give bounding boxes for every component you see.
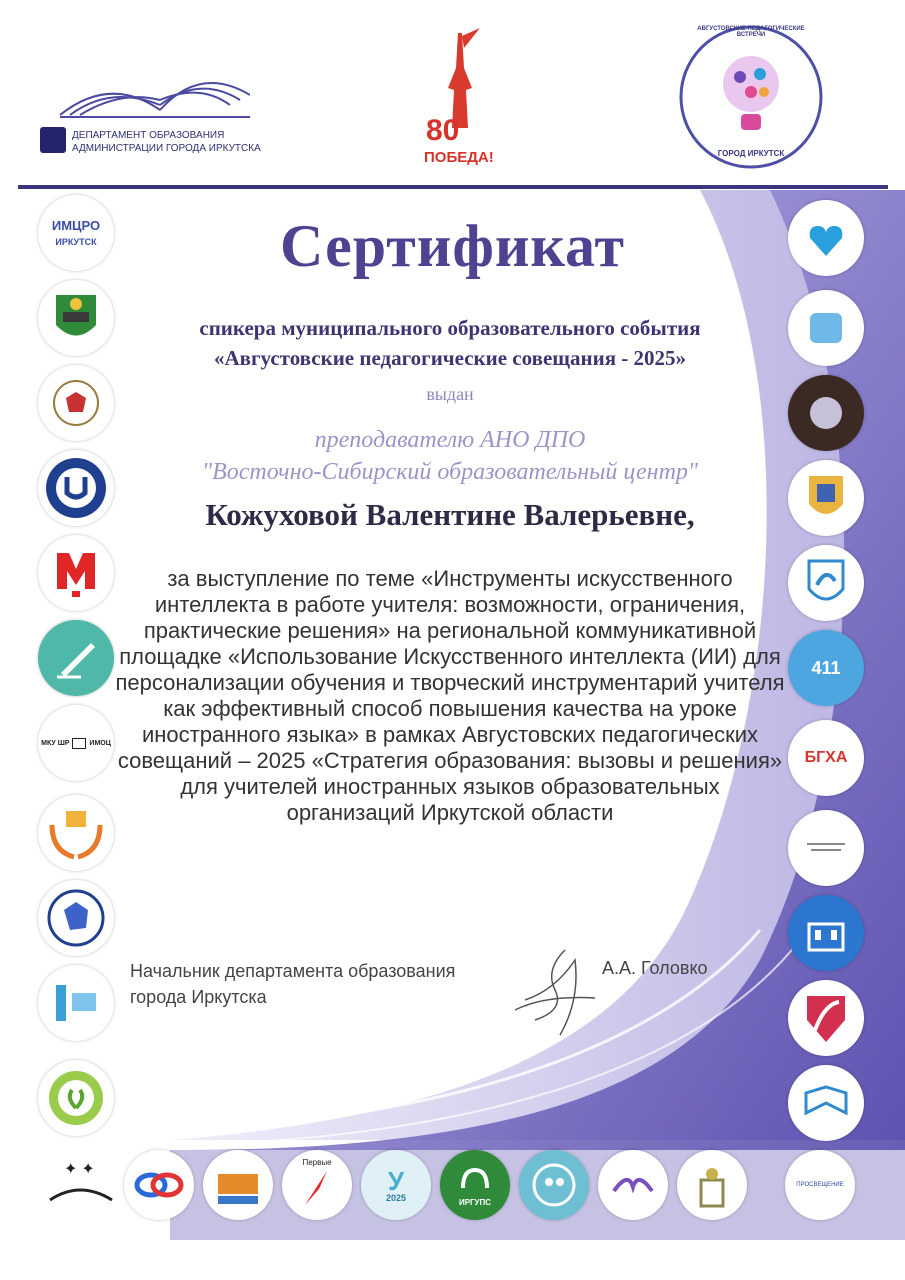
ribbon-icon	[801, 990, 851, 1046]
u-letter-icon: У	[387, 1165, 405, 1196]
reading-child-logo	[788, 1065, 864, 1141]
dept-line2: АДМИНИСТРАЦИИ ГОРОДА ИРКУТСКА	[72, 143, 261, 154]
irgups-logo	[440, 1150, 510, 1220]
stars-book-logo	[42, 1150, 118, 1220]
teacher-line2: "Восточно-Сибирский образовательный центр"	[202, 459, 698, 485]
speaker-line2: «Августовские педагогические совещания - 2025»	[213, 346, 687, 370]
sprout-icon	[46, 1068, 106, 1128]
signer-title-line2: города Иркутска	[130, 987, 267, 1007]
tiger-emblem-icon	[40, 127, 66, 153]
badge-bottom-text: ГОРОД ИРКУТСК	[717, 149, 785, 158]
victory-number: 80	[426, 114, 460, 147]
green-sprout-logo	[38, 1060, 114, 1136]
prosveshchenie-logo	[785, 1150, 855, 1220]
svg-text:✦ ✦: ✦ ✦	[64, 1161, 95, 1178]
university-u-logo	[38, 450, 114, 526]
dragon-shield-logo	[788, 545, 864, 621]
monitor-icon	[72, 738, 86, 749]
victory-80-logo	[420, 28, 500, 178]
bird-flower-logo	[598, 1150, 668, 1220]
puzzle-logo	[788, 290, 864, 366]
signer-name: А.А. Головко	[602, 958, 708, 978]
prosveshchenie-text: ПРОСВЕЩЕНИЕ	[796, 1182, 844, 1188]
university-emblem-icon	[43, 455, 109, 521]
irgups-emblem-icon	[455, 1164, 495, 1194]
u-2025-logo	[361, 1150, 431, 1220]
number-411: 411	[811, 658, 841, 678]
irkutsk-coat-of-arms-logo	[38, 280, 114, 356]
certificate-title: Сертификат	[280, 213, 625, 279]
shield-icon	[801, 470, 851, 526]
pervye-logo	[282, 1150, 352, 1220]
building-logo	[788, 895, 864, 971]
chain-icon	[131, 1165, 187, 1205]
issued-label: выдан	[426, 384, 474, 404]
children-circle-logo	[519, 1150, 589, 1220]
department-logo	[40, 55, 280, 165]
russian-academy-logo	[38, 365, 114, 441]
mkush-text: МКУ ШР	[41, 739, 70, 747]
bgha-text: БГХА	[804, 749, 848, 766]
certificate-body: за выступление по теме «Инструменты искусственного интеллекта в работе учителя: возможности, ограничения, практические решения» на региональной коммуникативной площадке «Использование Искусственного интеллекта (ИИ) для персонализации обучения и творческий инструментарий учителя как эффективный способ повышения качества на уроке иностранного языка» в рамках Августовских педагогических совещаний – 2025 «Стратегия образования: вызовы и решения» для учителей иностранных языков образовательных организаций Иркутской области	[115, 566, 785, 825]
text-lines-icon	[801, 833, 851, 863]
hands-book-icon	[46, 805, 106, 861]
u-year: 2025	[385, 1192, 407, 1203]
open-book-icon	[50, 55, 250, 125]
teal-pen-logo	[38, 620, 114, 696]
arrow-icon	[297, 1167, 337, 1207]
hands-book-logo	[38, 795, 114, 871]
m-letter-logo	[38, 535, 114, 611]
children-icon	[529, 1160, 579, 1210]
irkutsk-region-logo	[38, 880, 114, 956]
church-logo	[677, 1150, 747, 1220]
signer-title-line1: Начальник департамента образования	[130, 961, 456, 981]
stars-book-icon	[42, 1150, 118, 1220]
signer-title	[130, 958, 455, 1010]
irkutsk-tiger-logo	[203, 1150, 273, 1220]
bird-icon	[608, 1165, 658, 1205]
gold-shield-logo	[788, 460, 864, 536]
irgups-text: ИРГУПС	[458, 1197, 492, 1207]
teacher-line1: преподавателю АНО ДПО	[314, 427, 586, 453]
speaker-description	[110, 313, 790, 373]
photo-logo	[788, 375, 864, 451]
teacher-position	[110, 424, 790, 488]
header-divider	[18, 185, 888, 189]
signature-icon	[505, 940, 615, 1040]
building-icon	[801, 908, 851, 958]
tiger-icon	[210, 1160, 266, 1210]
eagle-emblem-icon	[51, 378, 101, 428]
imcro-city: ИРКУТСК	[55, 237, 97, 247]
open-book-child-icon	[801, 1083, 851, 1123]
red-ribbon-logo	[788, 980, 864, 1056]
school-411-logo	[788, 630, 864, 706]
science-emblem-icon	[48, 975, 104, 1031]
social-fund-logo	[124, 1150, 194, 1220]
coat-of-arms-icon	[51, 290, 101, 346]
victory-text: ПОБЕДА!	[424, 149, 494, 166]
imoc-text: ИМОЦ	[89, 739, 111, 747]
pervye-text: Первые	[302, 1157, 332, 1167]
m-letter-icon	[51, 545, 101, 601]
church-icon	[689, 1160, 735, 1210]
science-center-logo	[38, 965, 114, 1041]
region-map-icon	[46, 888, 106, 948]
speaker-line1: спикера муниципального образовательного события	[199, 316, 701, 340]
badge-arc-text: АВГУСТОВСКИЕ ПЕДАГОГИЧЕСКИЕ ВСТРЕЧИ	[697, 26, 805, 38]
mkush-imoc-logo	[38, 705, 114, 781]
imcro-text: ИМЦРО	[51, 218, 101, 233]
dept-line1: ДЕПАРТАМЕНТ ОБРАЗОВАНИЯ	[72, 130, 225, 141]
bgha-logo	[788, 720, 864, 796]
pedagogical-university-logo	[788, 810, 864, 886]
photo-icon	[798, 385, 854, 441]
puzzle-icon	[798, 303, 854, 353]
pen-icon	[51, 633, 101, 683]
dragon-icon	[801, 555, 851, 611]
august-meetings-badge	[676, 22, 826, 172]
recipient-name: Кожуховой Валентине Валерьевне,	[205, 497, 695, 532]
